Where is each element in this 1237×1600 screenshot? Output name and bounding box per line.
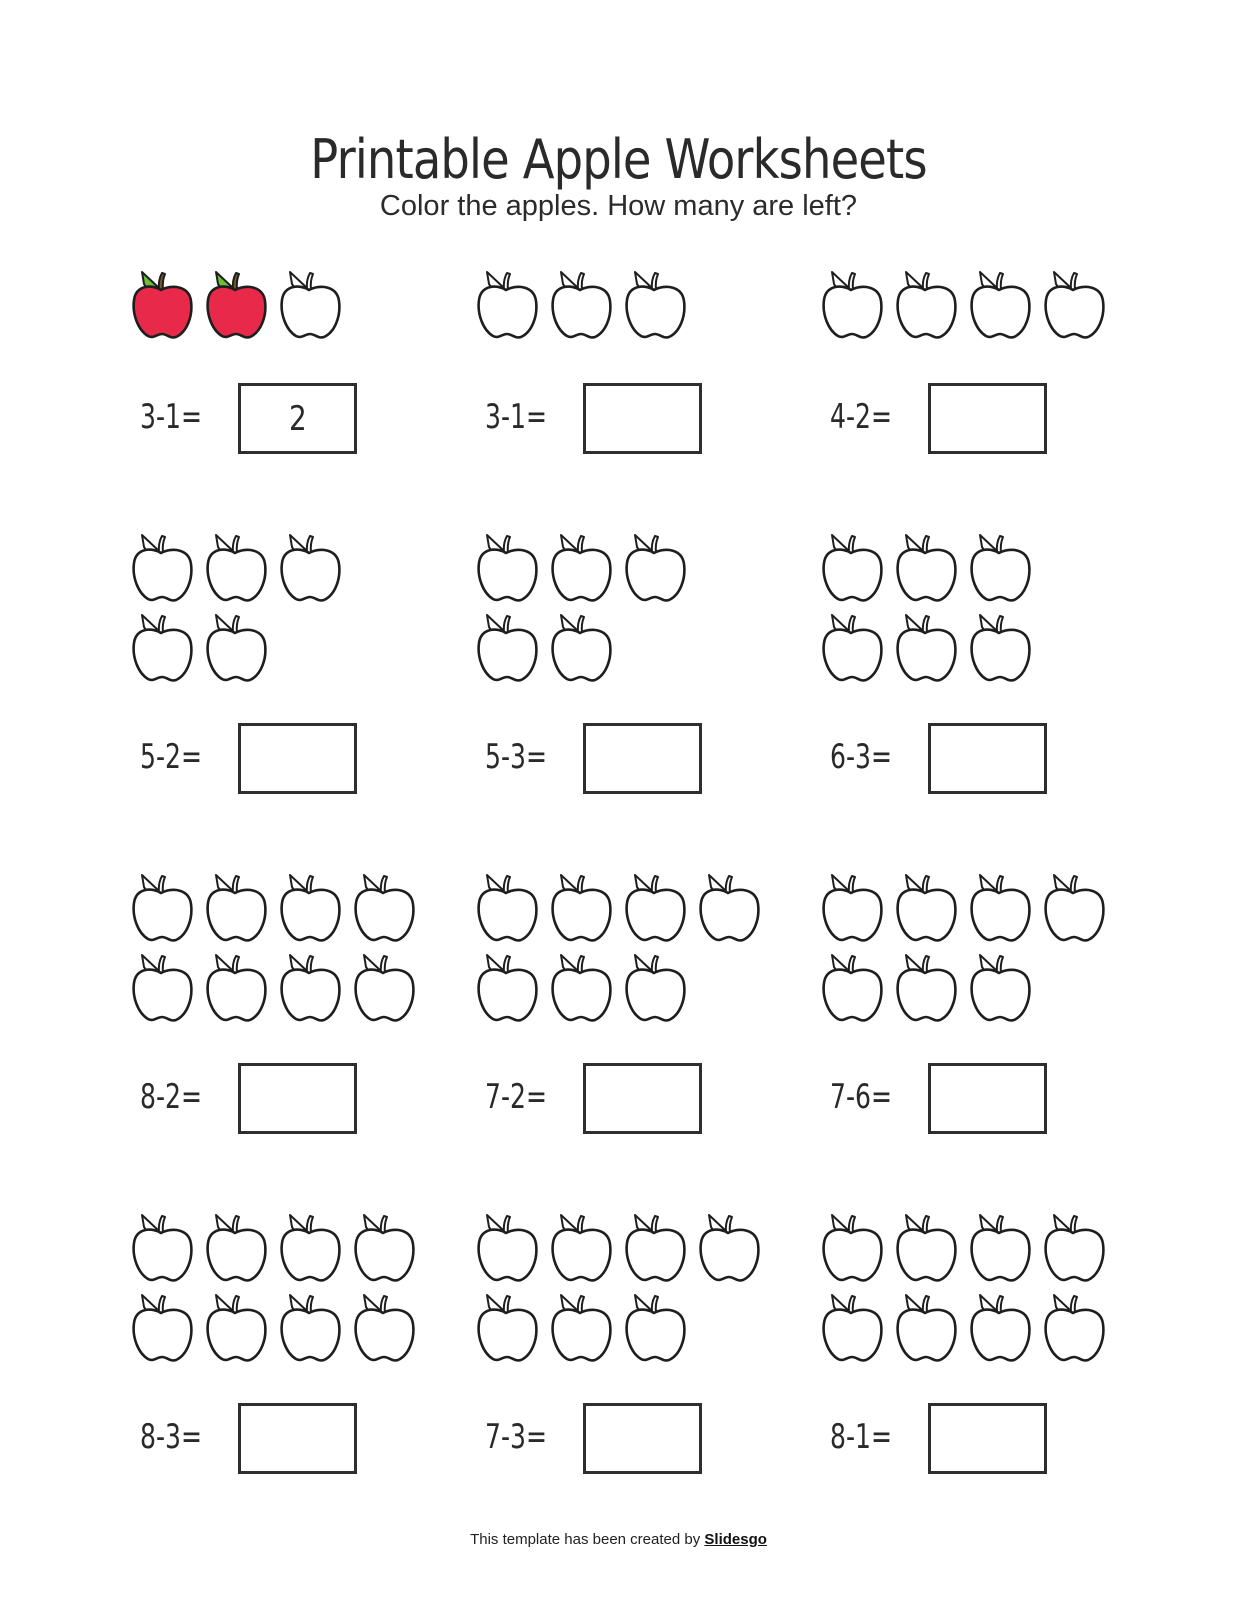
apple-icon[interactable] — [551, 613, 613, 683]
apple-icon[interactable] — [1044, 1213, 1106, 1283]
answer-box[interactable] — [238, 383, 357, 454]
apple-icon[interactable] — [477, 953, 539, 1023]
answer-value: 2 — [288, 398, 307, 439]
answer-box[interactable] — [238, 1403, 357, 1474]
apple-icon[interactable] — [477, 613, 539, 683]
apple-icon[interactable] — [970, 613, 1032, 683]
apple-icon[interactable] — [822, 533, 884, 603]
apple-icon[interactable] — [477, 270, 539, 340]
answer-box[interactable] — [238, 1063, 357, 1134]
instructions: Color the apples. How many are left? — [379, 190, 858, 222]
answer-box[interactable] — [583, 1403, 702, 1474]
apple-icon[interactable] — [970, 1213, 1032, 1283]
apple-icon[interactable] — [822, 1293, 884, 1363]
apple-icon[interactable] — [970, 533, 1032, 603]
apple-icon[interactable] — [477, 533, 539, 603]
equation-label: 6-3= — [830, 737, 892, 777]
apple-icon[interactable] — [970, 953, 1032, 1023]
apple-icon[interactable] — [206, 953, 268, 1023]
apple-icon[interactable] — [970, 270, 1032, 340]
apple-icon[interactable] — [354, 1213, 416, 1283]
apple-icon[interactable] — [625, 873, 687, 943]
apple-icon[interactable] — [206, 533, 268, 603]
equation-label: 3-1= — [485, 397, 547, 437]
apple-icon[interactable] — [970, 873, 1032, 943]
equation-label: 4-2= — [830, 397, 892, 437]
answer-box[interactable] — [928, 723, 1047, 794]
apple-icon[interactable] — [354, 1293, 416, 1363]
apple-icon[interactable] — [551, 533, 613, 603]
apple-icon[interactable] — [625, 533, 687, 603]
apple-icon[interactable] — [132, 953, 194, 1023]
apple-icon[interactable] — [280, 270, 342, 340]
apple-icon[interactable] — [206, 1213, 268, 1283]
apple-icon[interactable] — [354, 873, 416, 943]
apple-icon[interactable] — [551, 1213, 613, 1283]
apple-icon[interactable] — [896, 953, 958, 1023]
apple-icon[interactable] — [822, 953, 884, 1023]
apple-icon[interactable] — [280, 953, 342, 1023]
apple-icon[interactable] — [822, 613, 884, 683]
answer-box[interactable] — [583, 723, 702, 794]
apple-icon[interactable] — [625, 1293, 687, 1363]
equation-label: 7-3= — [485, 1417, 547, 1457]
footer-text: This template has been created by — [470, 1531, 705, 1548]
apple-icon[interactable] — [477, 1293, 539, 1363]
equation-label: 7-2= — [485, 1077, 547, 1117]
apple-icon[interactable] — [280, 873, 342, 943]
apple-icon[interactable] — [280, 1293, 342, 1363]
footer-credit — [0, 1531, 1237, 1548]
apple-icon[interactable] — [896, 1213, 958, 1283]
apple-icon[interactable] — [280, 533, 342, 603]
apple-icon[interactable] — [551, 953, 613, 1023]
apple-icon[interactable] — [477, 873, 539, 943]
answer-box[interactable] — [583, 383, 702, 454]
apple-icon[interactable] — [1044, 270, 1106, 340]
answer-box[interactable] — [238, 723, 357, 794]
page-title: Printable Apple Worksheets — [310, 128, 927, 192]
apple-icon[interactable] — [132, 533, 194, 603]
equation-label: 8-2= — [140, 1077, 202, 1117]
apple-icon[interactable] — [206, 613, 268, 683]
apple-icon[interactable] — [206, 270, 268, 340]
equation-label: 5-2= — [140, 737, 202, 777]
apple-icon[interactable] — [699, 1213, 761, 1283]
equation-label: 8-3= — [140, 1417, 202, 1457]
answer-box[interactable] — [928, 383, 1047, 454]
apple-icon[interactable] — [477, 1213, 539, 1283]
apple-icon[interactable] — [551, 873, 613, 943]
apple-icon[interactable] — [206, 873, 268, 943]
apple-icon[interactable] — [896, 613, 958, 683]
apple-icon[interactable] — [822, 270, 884, 340]
apple-icon[interactable] — [822, 873, 884, 943]
apple-icon[interactable] — [822, 1213, 884, 1283]
apple-icon[interactable] — [206, 1293, 268, 1363]
apple-icon[interactable] — [132, 270, 194, 340]
apple-icon[interactable] — [280, 1213, 342, 1283]
apple-icon[interactable] — [551, 270, 613, 340]
apple-icon[interactable] — [970, 1293, 1032, 1363]
apple-icon[interactable] — [132, 1213, 194, 1283]
apple-icon[interactable] — [896, 873, 958, 943]
apple-icon[interactable] — [625, 1213, 687, 1283]
answer-box[interactable] — [928, 1063, 1047, 1134]
apple-icon[interactable] — [699, 873, 761, 943]
apple-icon[interactable] — [132, 1293, 194, 1363]
apple-icon[interactable] — [625, 953, 687, 1023]
equation-label: 7-6= — [830, 1077, 892, 1117]
apple-icon[interactable] — [896, 533, 958, 603]
apple-icon[interactable] — [132, 613, 194, 683]
apple-icon[interactable] — [551, 1293, 613, 1363]
slidesgo-link[interactable]: Slidesgo — [704, 1531, 767, 1548]
apple-icon[interactable] — [896, 1293, 958, 1363]
apple-icon[interactable] — [896, 270, 958, 340]
apple-icon[interactable] — [1044, 873, 1106, 943]
equation-label: 8-1= — [830, 1417, 892, 1457]
apple-icon[interactable] — [1044, 1293, 1106, 1363]
apple-icon[interactable] — [625, 270, 687, 340]
answer-box[interactable] — [583, 1063, 702, 1134]
answer-box[interactable] — [928, 1403, 1047, 1474]
apple-icon[interactable] — [354, 953, 416, 1023]
equation-label: 5-3= — [485, 737, 547, 777]
equation-label: 3-1= — [140, 397, 202, 437]
apple-icon[interactable] — [132, 873, 194, 943]
